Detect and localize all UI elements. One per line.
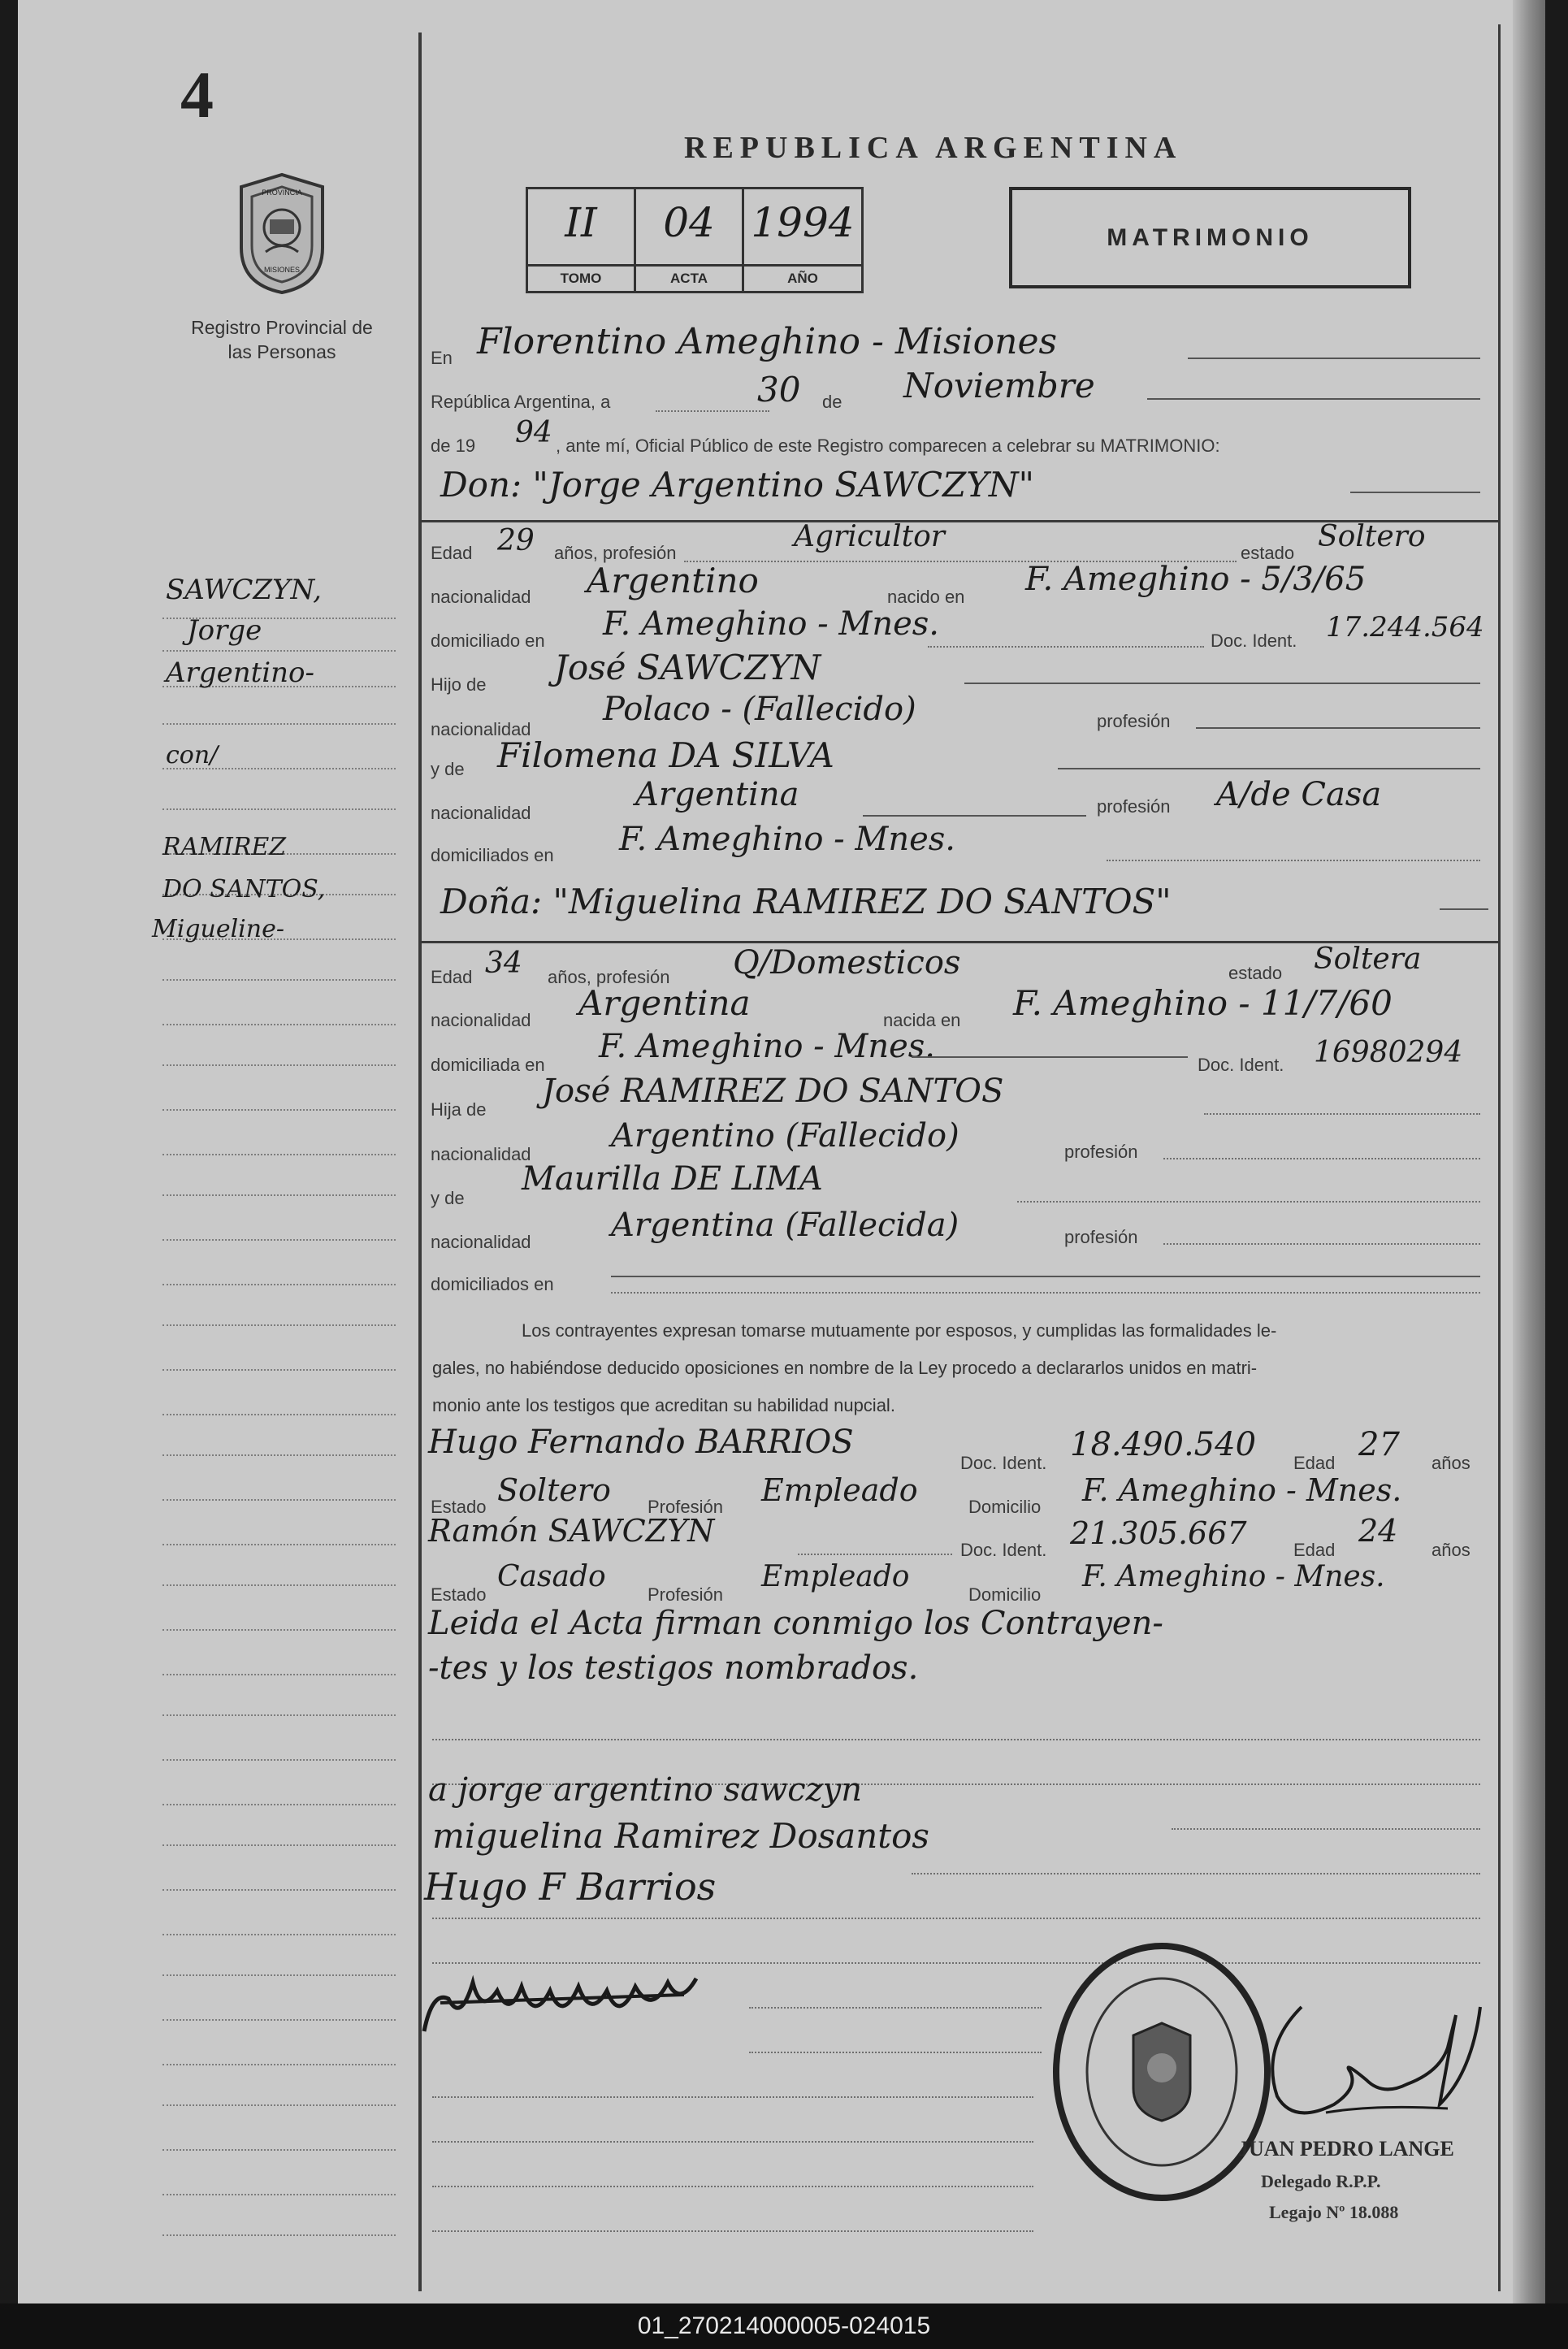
anio-value: 1994 (751, 199, 855, 246)
official-title: Delegado R.P.P. (1261, 2171, 1381, 2191)
groom-nationality: Argentino (587, 561, 759, 600)
groom-mother-nat: Argentina (635, 776, 799, 813)
closing-line1: Leida el Acta firman conmigo los Contrayen- (428, 1605, 1163, 1642)
intro-month: Noviembre (903, 366, 1095, 405)
witness1-status: Soltero (497, 1472, 611, 1508)
witness2-domicile-label: Domicilio (968, 1584, 1042, 1605)
margin-note-line2: Jorge (187, 614, 262, 647)
witness2-age: 24 (1358, 1513, 1398, 1549)
acta-cell (636, 189, 744, 291)
groom-father-nat: Polaco - (Fallecido) (603, 691, 916, 728)
witness1-age-label: Edad (1293, 1453, 1336, 1473)
groom-profession: Agricultor (794, 520, 945, 553)
bride-mother: Maurilla DE LIMA (522, 1160, 823, 1198)
intro-year-suffix: 94 (515, 416, 552, 449)
province-crest-icon (229, 171, 335, 297)
intro-place: Florentino Ameghino - Misiones (477, 321, 1058, 362)
book-spine (1513, 0, 1545, 2303)
bride-doc-label: Doc. Ident. (1198, 1055, 1284, 1075)
groom-status-label: estado (1241, 543, 1295, 563)
bride-name: Doña: "Miguelina RAMIREZ DO SANTOS" (440, 882, 1172, 921)
groom-mother-nat-label: nacionalidad (431, 803, 531, 823)
margin-note-line4: con/ (166, 741, 219, 769)
groom-mother-prof: A/de Casa (1216, 776, 1382, 813)
witness1-doc-label: Doc. Ident. (960, 1453, 1047, 1473)
official-signature (1245, 1983, 1488, 2145)
groom-mother-prof-label: profesión (1097, 796, 1171, 817)
bride-profession-label: años, profesión (548, 967, 670, 987)
intro-en-label: En (431, 348, 453, 368)
intro-republic-label: República Argentina, a (431, 392, 611, 412)
tomo-acta-anio-box (526, 187, 864, 293)
bride-status-label: estado (1228, 963, 1283, 983)
left-margin-rule (418, 33, 422, 2291)
anio-label: AÑO (744, 264, 861, 291)
acta-label: ACTA (636, 264, 742, 291)
groom-father: José SAWCZYN (554, 648, 821, 687)
groom-father-nat-label: nacionalidad (431, 719, 531, 739)
groom-born-label: nacido en (887, 587, 965, 607)
bride-domicile: F. Ameghino - Mnes. (599, 1028, 936, 1065)
record-page (18, 0, 1545, 2303)
bride-mother-prof-label: profesión (1064, 1227, 1138, 1247)
witness1-status-label: Estado (431, 1497, 487, 1517)
witness2-age-label: Edad (1293, 1540, 1336, 1560)
groom-status: Soltero (1318, 520, 1426, 553)
groom-age: 29 (497, 524, 535, 557)
official-legajo: Legajo Nº 18.088 (1269, 2202, 1399, 2222)
official-name: JUAN PEDRO LANGE (1238, 2137, 1454, 2160)
witness2-doc: 21.305.667 (1070, 1515, 1247, 1551)
witness2-domicile: F. Ameghino - Mnes. (1082, 1560, 1385, 1593)
groom-domicile: F. Ameghino - Mnes. (603, 605, 940, 643)
witness1-profession: Empleado (761, 1472, 918, 1508)
groom-doc: 17.244.564 (1326, 611, 1484, 644)
witness1-name: Hugo Fernando BARRIOS (428, 1424, 854, 1461)
bride-status: Soltera (1314, 943, 1422, 976)
declaration-text (432, 1312, 1505, 1424)
groom-father-prof-label: profesión (1097, 711, 1171, 731)
bride-father-label: Hija de (431, 1099, 487, 1120)
groom-father-label: Hijo de (431, 674, 487, 695)
registry-name: Registro Provincial de las Personas (191, 317, 373, 362)
signature-witness2-scribble (416, 1958, 708, 2048)
witness1-years-label: años (1432, 1453, 1471, 1473)
bride-age: 34 (485, 947, 522, 980)
bride-born: F. Ameghino - 11/7/60 (1013, 983, 1393, 1023)
groom-parents-dom-label: domiciliados en (431, 845, 554, 865)
bride-domicile-label: domiciliada en (431, 1055, 545, 1075)
bride-father-nat-label: nacionalidad (431, 1144, 531, 1164)
country-title: REPUBLICA ARGENTINA (684, 131, 1183, 165)
intro-de-label: de (822, 392, 842, 412)
groom-nationality-label: nacionalidad (431, 587, 531, 607)
witness2-profession-label: Profesión (648, 1584, 723, 1605)
crest-text-bottom: MISIONES (263, 266, 301, 274)
witness1-domicile: F. Ameghino - Mnes. (1082, 1472, 1402, 1508)
anio-cell (744, 189, 861, 291)
groom-mother-label: y de (431, 759, 465, 779)
witness2-profession: Empleado (761, 1560, 910, 1593)
bride-born-label: nacida en (883, 1010, 961, 1030)
closing-line2: -tes y los testigos nombrados. (428, 1649, 919, 1687)
witness2-status-label: Estado (431, 1584, 487, 1605)
witness2-name: Ramón SAWCZYN (428, 1513, 715, 1549)
witness2-years-label: años (1432, 1540, 1471, 1560)
bride-mother-nat: Argentina (Fallecida) (611, 1207, 959, 1244)
bride-nationality-label: nacionalidad (431, 1010, 531, 1030)
bride-father-nat: Argentino (Fallecido) (611, 1117, 959, 1155)
groom-mother: Filomena DA SILVA (497, 735, 834, 775)
groom-parents-dom: F. Ameghino - Mnes. (619, 821, 956, 858)
bride-parents-dom-label: domiciliados en (431, 1274, 554, 1294)
declaration-line2: gales, no habiéndose deducido oposiciones en nombre de la Ley procedo a declararlos unidos en matri- (432, 1358, 1258, 1378)
groom-born: F. Ameghino - 5/3/65 (1025, 561, 1367, 598)
tomo-label: TOMO (528, 264, 634, 291)
intro-day: 30 (757, 370, 801, 410)
margin-note-line5: RAMIREZ (162, 833, 287, 861)
image-id-footer: 01_270214000005-024015 (0, 2303, 1568, 2349)
bride-doc: 16980294 (1314, 1036, 1463, 1069)
tomo-value: II (565, 199, 597, 246)
groom-doc-label: Doc. Ident. (1211, 631, 1297, 651)
document-type-box: MATRIMONIO (1009, 187, 1411, 288)
tomo-cell (528, 189, 636, 291)
groom-profession-label: años, profesión (554, 543, 677, 563)
acta-value: 04 (663, 199, 715, 246)
bride-mother-nat-label: nacionalidad (431, 1232, 531, 1252)
bride-father-prof-label: profesión (1064, 1142, 1138, 1162)
bride-profession: Q/Domesticos (733, 944, 961, 982)
witness2-status: Casado (497, 1560, 606, 1593)
intro-text: , ante mí, Oficial Público de este Registro comparecen a celebrar su MATRIMONIO: (556, 436, 1220, 456)
declaration-line1: Los contrayentes expresan tomarse mutuamente por esposos, y cumplidas las formalidades le- (522, 1320, 1277, 1341)
signature-witness1: Hugo F Barrios (424, 1865, 717, 1909)
intro-year-prefix: de 19 (431, 436, 476, 456)
right-margin-rule (1498, 24, 1501, 2291)
official-seal-stamp (1048, 1938, 1276, 2206)
margin-note-line7: Migueline- (152, 915, 284, 943)
signature-groom: a jorge argentino sawczyn (428, 1771, 863, 1809)
margin-note-line3: Argentino- (166, 657, 314, 689)
page-number: 4 (180, 58, 214, 132)
groom-age-label: Edad (431, 543, 473, 563)
witness1-age: 27 (1358, 1426, 1400, 1463)
witness2-doc-label: Doc. Ident. (960, 1540, 1047, 1560)
bride-nationality: Argentina (578, 983, 751, 1023)
witness1-doc: 18.490.540 (1070, 1426, 1257, 1463)
witness1-domicile-label: Domicilio (968, 1497, 1042, 1517)
margin-note-line1: SAWCZYN, (166, 574, 322, 606)
margin-note-line6: DO SANTOS, (162, 875, 326, 904)
bride-mother-label: y de (431, 1188, 465, 1208)
bride-father: José RAMIREZ DO SANTOS (542, 1073, 1004, 1110)
declaration-line3: monio ante los testigos que acreditan su habilidad nupcial. (432, 1395, 895, 1415)
crest-text-top: PROVINCIA (262, 189, 302, 197)
bride-age-label: Edad (431, 967, 473, 987)
groom-domicile-label: domiciliado en (431, 631, 545, 651)
signature-bride: miguelina Ramirez Dosantos (432, 1816, 929, 1856)
groom-name: Don: "Jorge Argentino SAWCZYN" (440, 465, 1035, 505)
witness1-profession-label: Profesión (648, 1497, 723, 1517)
